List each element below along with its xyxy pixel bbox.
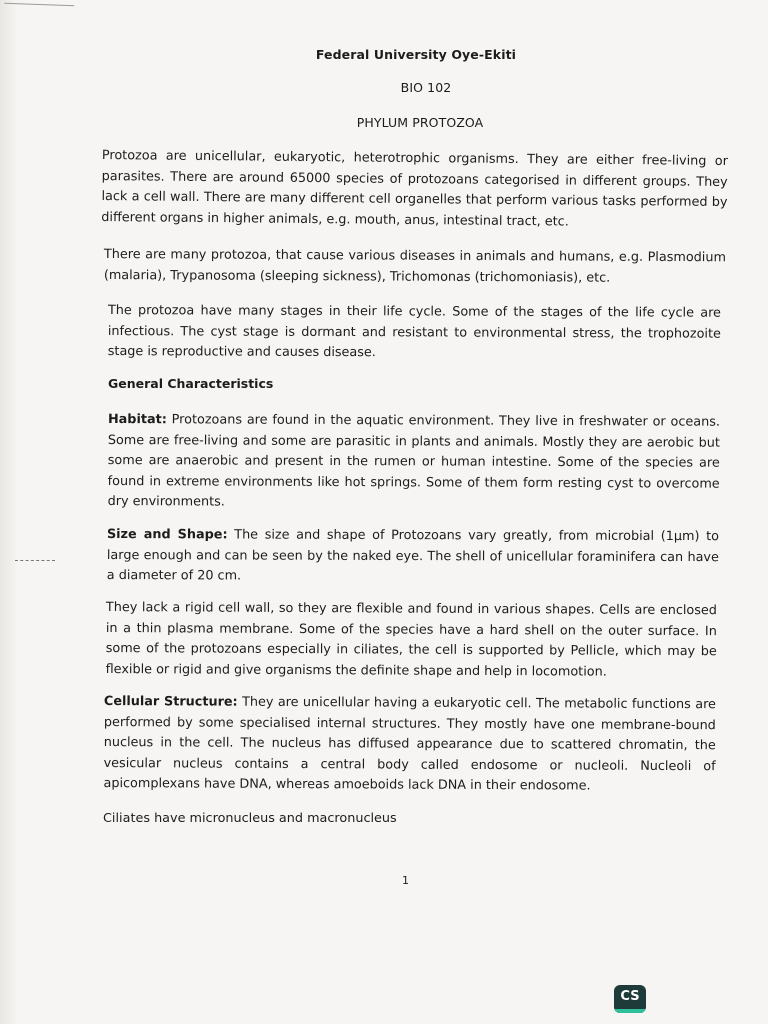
camscanner-logo: CS	[614, 985, 646, 1013]
section-heading-general-characteristics: General Characteristics	[108, 376, 274, 391]
intro-paragraph-1: Protozoa are unicellular, eukaryotic, heterotrophic organisms. They are either free-living or parasites. There are around 65000 species of protozoans categorised in different groups. They lack a cell wall. There are many different cell organelles that perform various tasks performed by different organs in higher animals, e.g. mouth, anus, intestinal tract, etc.	[101, 147, 728, 230]
intro-paragraph-2: There are many protozoa, that cause various diseases in animals and humans, e.g. Plasmodium (malaria), Trypanosoma (sleeping sickness), Trichomonas (trichomoniasis), etc.	[103, 246, 726, 286]
cellular-structure-paragraph	[103, 692, 716, 798]
university-title: Federal University Oye-Ekiti	[315, 47, 517, 62]
page-number: 1	[402, 874, 409, 887]
scan-mark	[4, 3, 74, 20]
size-shape-paragraph	[107, 525, 719, 589]
scan-tick-mark	[15, 560, 55, 571]
cellular-structure-text: They are unicellular having a eukaryotic cell. The metabolic functions are performed by some specialised internal structures. They mostly have one membrane-bound nucleus in the cell. The nucleus has diffused appearance due to scattered chromatin, the vesicular nucleus contains a central body called endosome or nucleoli. Nucleoli of apicomplexans have DNA, whereas amoeboids lack DNA in their endosome.	[103, 694, 716, 794]
size-shape-label: Size and Shape:	[106, 527, 228, 543]
document-topic: PHYLUM PROTOZOA	[356, 115, 484, 130]
course-code: BIO 102	[400, 80, 452, 95]
habitat-text: Protozoans are found in the aquatic environment. They live in freshwater or oceans. Some are free-living and some are parasitic in plants and animals. Mostly they are aerobic but some are anaerobic and present in the rumen or human intestine. Some of the species are found in extreme environments like hot springs. Some of them form resting cyst to overcome dry environments.	[107, 412, 720, 510]
intro-paragraph-3: The protozoa have many stages in their life cycle. Some of the stages of the life cycle are infectious. The cyst stage is dormant and resistant to environmental stress, the trophozoite stage is reproductive and causes disease.	[107, 302, 721, 361]
habitat-paragraph	[108, 410, 720, 516]
size-shape-text: The size and shape of Protozoans vary greatly, from microbial (1μm) to large enough and can be seen by the naked eye. The shell of unicellular foraminifera can have a diameter of 20 cm.	[106, 527, 719, 584]
cellular-structure-label: Cellular Structure:	[103, 694, 238, 710]
shape-paragraph: They lack a rigid cell wall, so they are flexible and found in various shapes. Cells are enclosed in a thin plasma membrane. Some of the species have a hard shell on the outer surface. In some of the protozoans especially in ciliates, the cell is supported by Pellicle, which may be flexible or rigid and give organisms the definite shape and help in locomotion.	[105, 600, 717, 680]
scan-edge-shadow	[0, 0, 18, 1024]
habitat-label: Habitat:	[107, 411, 167, 428]
ciliates-paragraph: Ciliates have micronucleus and macronucleus	[103, 811, 397, 826]
